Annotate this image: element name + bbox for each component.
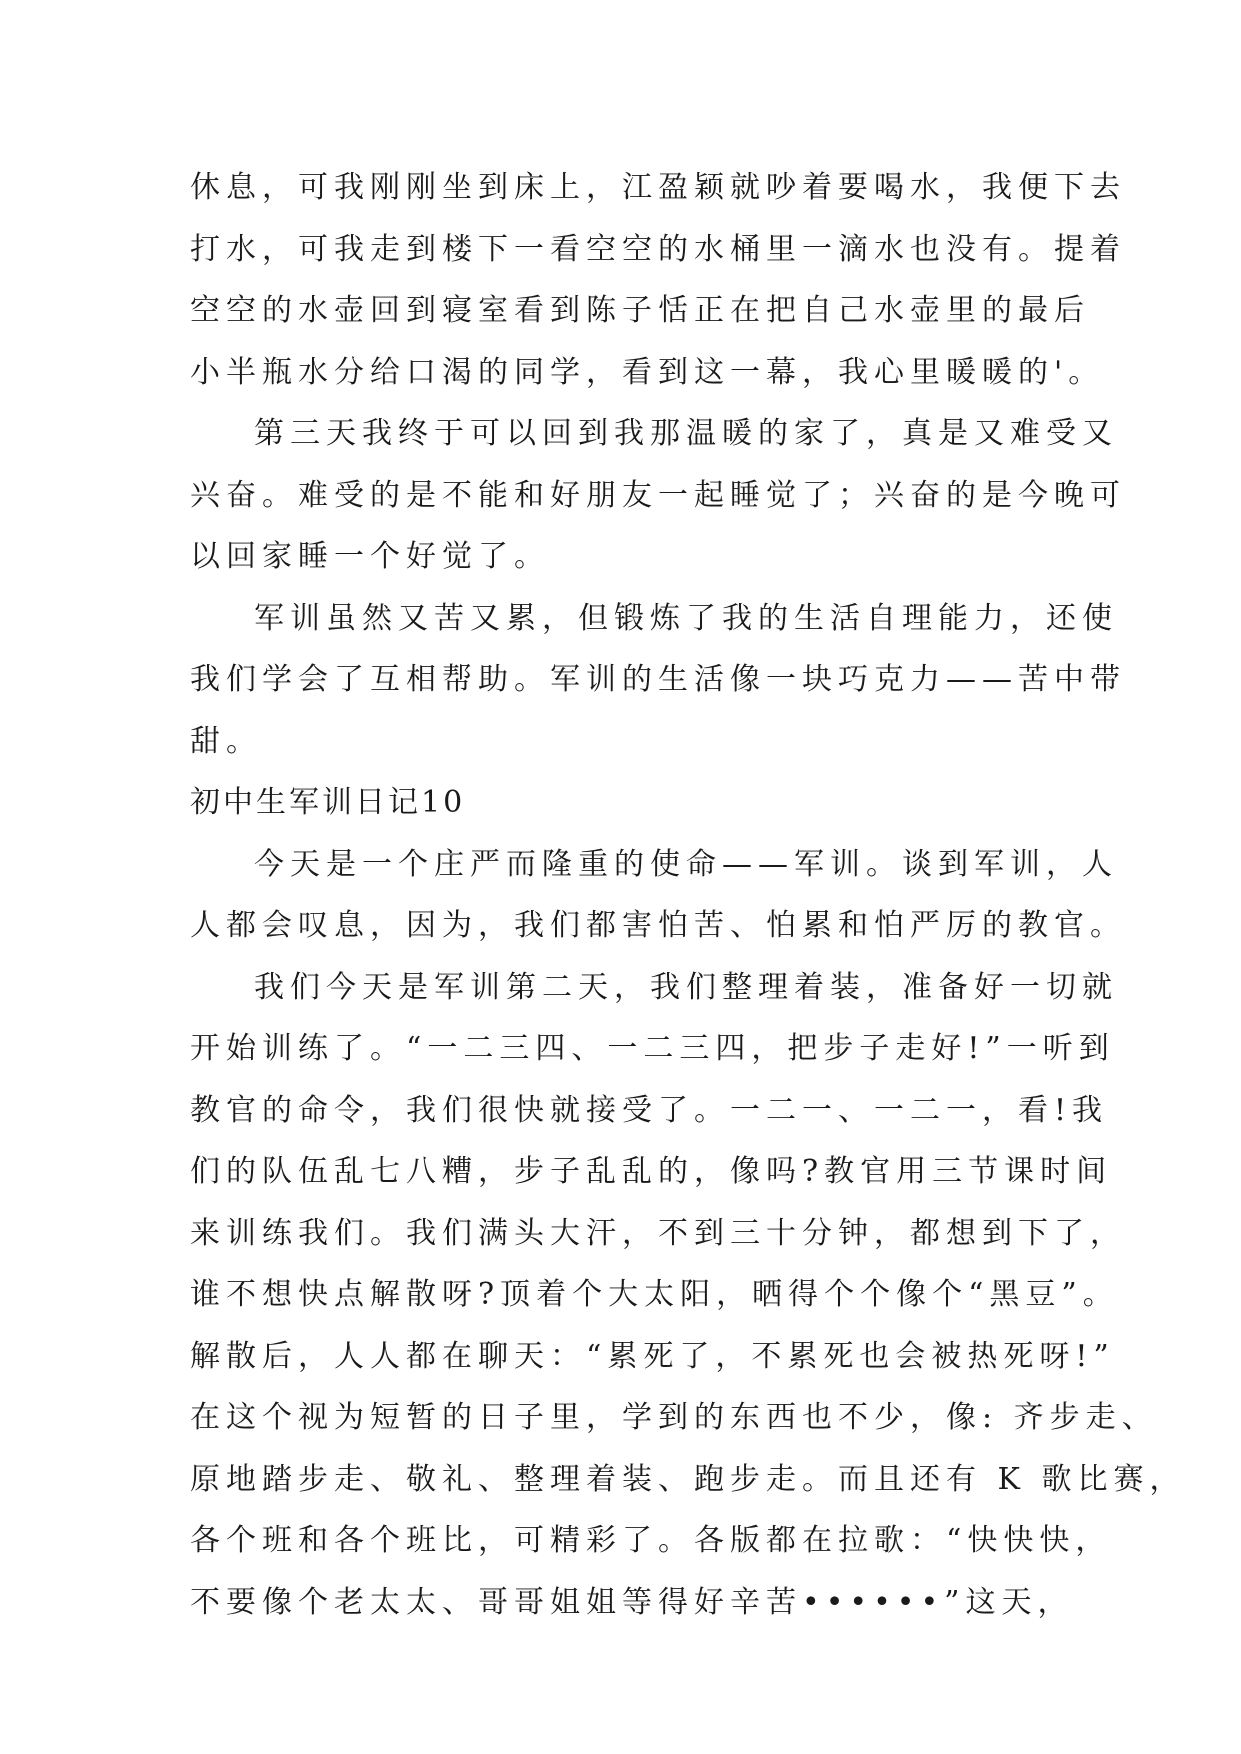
paragraph-line: 第三天我终于可以回到我那温暖的家了，真是又难受又	[254, 416, 1118, 451]
paragraph-line: 开始训练了。“一二三四、一二三四，把步子走好!”一听到	[190, 1031, 1115, 1066]
paragraph-line: 们的队伍乱七八糟，步子乱乱的，像吗?教官用三节课时间	[190, 1154, 1113, 1189]
paragraph-line: 原地踏步走、敬礼、整理着装、跑步走。而且还有 K 歌比赛，	[190, 1461, 1186, 1497]
paragraph-line: 以回家睡一个好觉了。	[190, 539, 550, 574]
paragraph-line: 休息，可我刚刚坐到床上，江盈颖就吵着要喝水，我便下去	[190, 170, 1126, 205]
paragraph-line: 今天是一个庄严而隆重的使命——军训。谈到军训，人	[254, 846, 1118, 882]
paragraph-line: 空空的水壶回到寝室看到陈子恬正在把自己水壶里的最后	[190, 293, 1090, 328]
paragraph-line: 我们今天是军训第二天，我们整理着装，准备好一切就	[254, 969, 1118, 1005]
paragraph-line: 谁不想快点解散呀?顶着个大太阳，晒得个个像个“黑豆”。	[190, 1277, 1119, 1312]
paragraph-line: 人都会叹息，因为，我们都害怕苦、怕累和怕严厉的教官。	[190, 908, 1126, 943]
paragraph-line: 解散后，人人都在聊天：“累死了，不累死也会被热死呀!”	[190, 1338, 1115, 1374]
paragraph-line: 军训虽然又苦又累，但锻炼了我的生活自理能力，还使	[254, 600, 1118, 636]
paragraph-line: 教官的命令，我们很快就接受了。一二一、一二一，看!我	[190, 1092, 1109, 1128]
paragraph-line: 打水，可我走到楼下一看空空的水桶里一滴水也没有。提着	[190, 231, 1126, 267]
section-heading: 初中生军训日记10	[190, 785, 466, 820]
document-body	[190, 157, 1186, 1633]
paragraph-line: 甜。	[190, 723, 262, 759]
paragraph-line: 来训练我们。我们满头大汗，不到三十分钟，都想到下了，	[190, 1215, 1126, 1251]
paragraph-line: 我们学会了互相帮助。军训的生活像一块巧克力——苦中带	[190, 662, 1126, 697]
paragraph-line: 各个班和各个班比，可精彩了。各版都在拉歌：“快快快，	[190, 1523, 1112, 1558]
paragraph-line: 兴奋。难受的是不能和好朋友一起睡觉了；兴奋的是今晚可	[190, 477, 1126, 513]
paragraph-line: 小半瓶水分给口渴的同学，看到这一幕，我心里暖暖的'。	[190, 354, 1105, 390]
paragraph-line: 在这个视为短暂的日子里，学到的东西也不少，像: 齐步走、	[190, 1400, 1158, 1435]
paragraph-line: 不要像个老太太、哥哥姐姐等得好辛苦••••••”这天，	[190, 1584, 1074, 1620]
